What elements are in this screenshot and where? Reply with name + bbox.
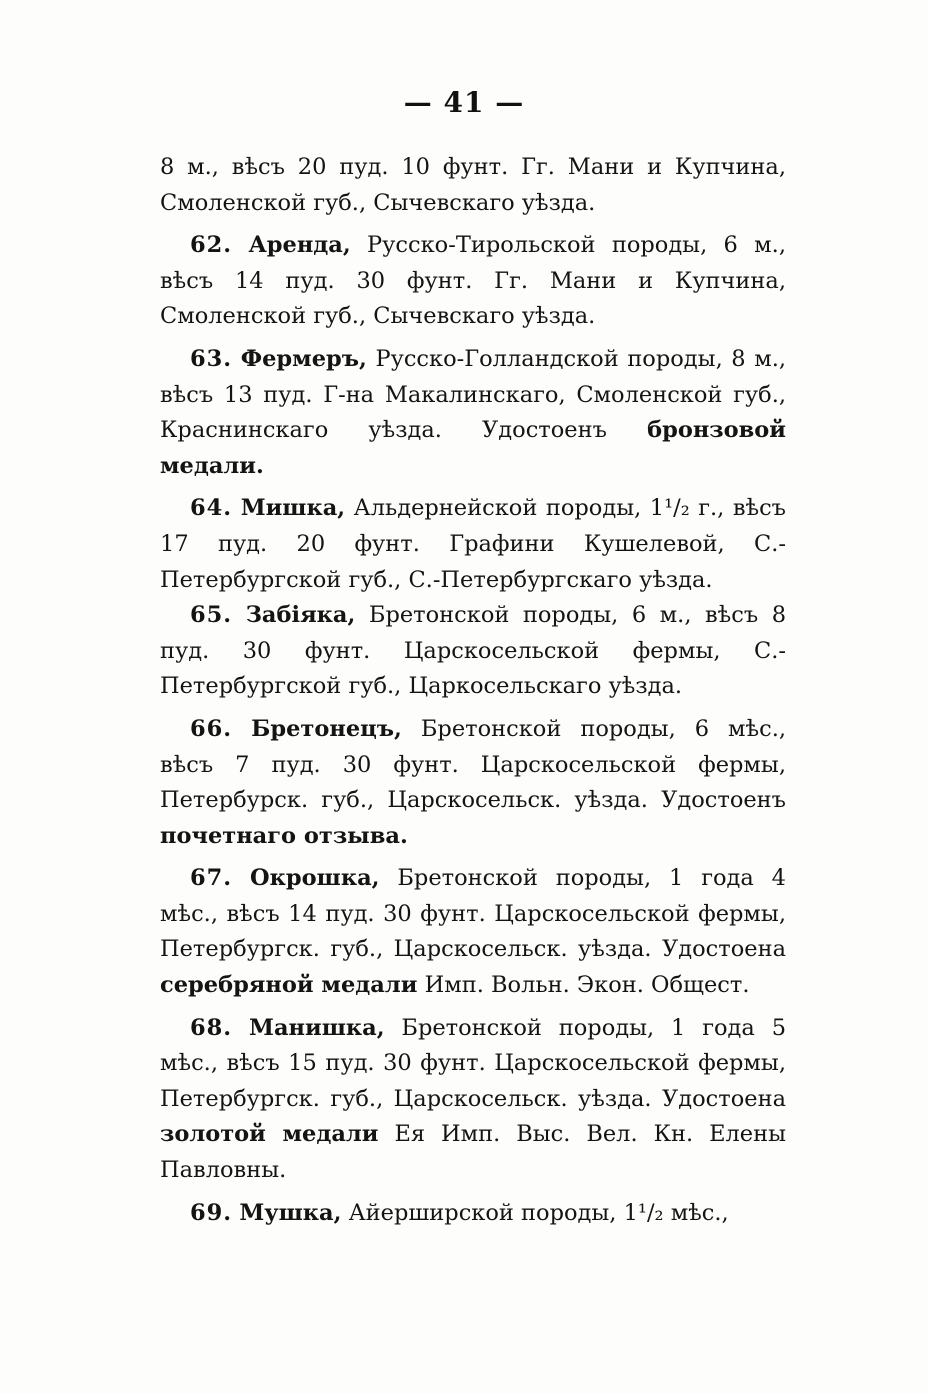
entry-name: Мушка, xyxy=(239,1199,342,1226)
entry-text: Бретонской породы, 1 года 5 мѣс., вѣсъ 15 пуд. 30 фунт. Царскосельской фермы, Петербургск. губ., Царскосельск. уѣзда. Удостоена xyxy=(160,1014,787,1112)
entry-64 xyxy=(160,491,786,598)
entry-name: Манишка, xyxy=(249,1014,385,1041)
entry-text: Бретонской породы, 6 мѣс., вѣсъ 7 пуд. 30 фунт. Царскосельской фермы, Петербурск. губ., Царскосельск. уѣзда. Удостоенъ xyxy=(160,715,787,814)
page-number: — 41 — xyxy=(403,86,525,119)
entry-69 xyxy=(160,1196,786,1232)
entry-number: 63. xyxy=(190,345,233,372)
entry-text: Альдернейской породы, 1¹/₂ г., вѣсъ 17 пуд. 20 фунт. Графини Кушелевой, С.-Петербургской губ., С.-Петербургскаго уѣзда. xyxy=(160,495,786,593)
entry-number: 68. xyxy=(190,1014,233,1041)
entry-name: Окрошка, xyxy=(250,865,380,892)
entry-award: бронзовой медали. xyxy=(160,417,786,479)
entry-67 xyxy=(160,861,786,1003)
entry-number: 66. xyxy=(190,715,233,742)
entry-68 xyxy=(160,1011,786,1189)
entry-name: Мишка, xyxy=(240,495,346,522)
entry-tail: Имп. Вольн. Экон. Общест. xyxy=(424,972,750,999)
page-body xyxy=(160,150,786,1238)
entry-award: почетнаго отзыва. xyxy=(160,822,408,849)
entry-text: Русско-Тирольской породы, 6 м., вѣсъ 14 пуд. 30 фунт. Гг. Мани и Купчина, Смоленской губ., Сычевскаго уѣзда. xyxy=(160,232,786,330)
entry-name: Фермеръ, xyxy=(240,345,367,372)
entry-award: серебряной медали xyxy=(160,972,418,999)
entry-number: 69. xyxy=(190,1199,233,1226)
entry-text: Бретонской породы, 6 м., вѣсъ 8 пуд. 30 фунт. Царскосельской фермы, С.-Петербургской губ., Царкосельскаго уѣзда. xyxy=(160,602,787,700)
entry-award: золотой медали xyxy=(160,1121,379,1148)
entry-number: 67. xyxy=(190,865,233,892)
entry-65 xyxy=(160,598,786,705)
entry-number: 64. xyxy=(190,495,233,522)
entry-text: Русско-Голландской породы, 8 м., вѣсъ 13 пуд. Г-на Макалинскаго, Смоленской губ., Краснинскаго уѣзда. Удостоенъ xyxy=(160,345,787,444)
entry-number: 65. xyxy=(190,602,233,629)
entry-63 xyxy=(160,342,786,484)
entry-text: Бретонской породы, 1 года 4 мѣс., вѣсъ 14 пуд. 30 фунт. Царскосельской фермы, Петербургск. губ., Царскосельск. уѣзда. Удостоена xyxy=(160,865,786,963)
entry-name: Бретонецъ, xyxy=(251,715,402,742)
entry-tail: Ея Имп. Выс. Вел. Кн. Елены Павловны. xyxy=(160,1121,787,1184)
entry-66 xyxy=(160,712,786,854)
entry-62 xyxy=(160,228,786,335)
continuation-paragraph: 8 м., вѣсъ 20 пуд. 10 фунт. Гг. Мани и Купчина, Смоленской губ., Сычевскаго уѣзда. xyxy=(160,154,786,216)
entry-name: Забіяка, xyxy=(245,602,356,629)
entry-number: 62. xyxy=(190,232,233,259)
entry-name: Аренда, xyxy=(248,232,351,259)
entry-text: Айерширской породы, 1¹/₂ мѣс., xyxy=(348,1199,729,1226)
